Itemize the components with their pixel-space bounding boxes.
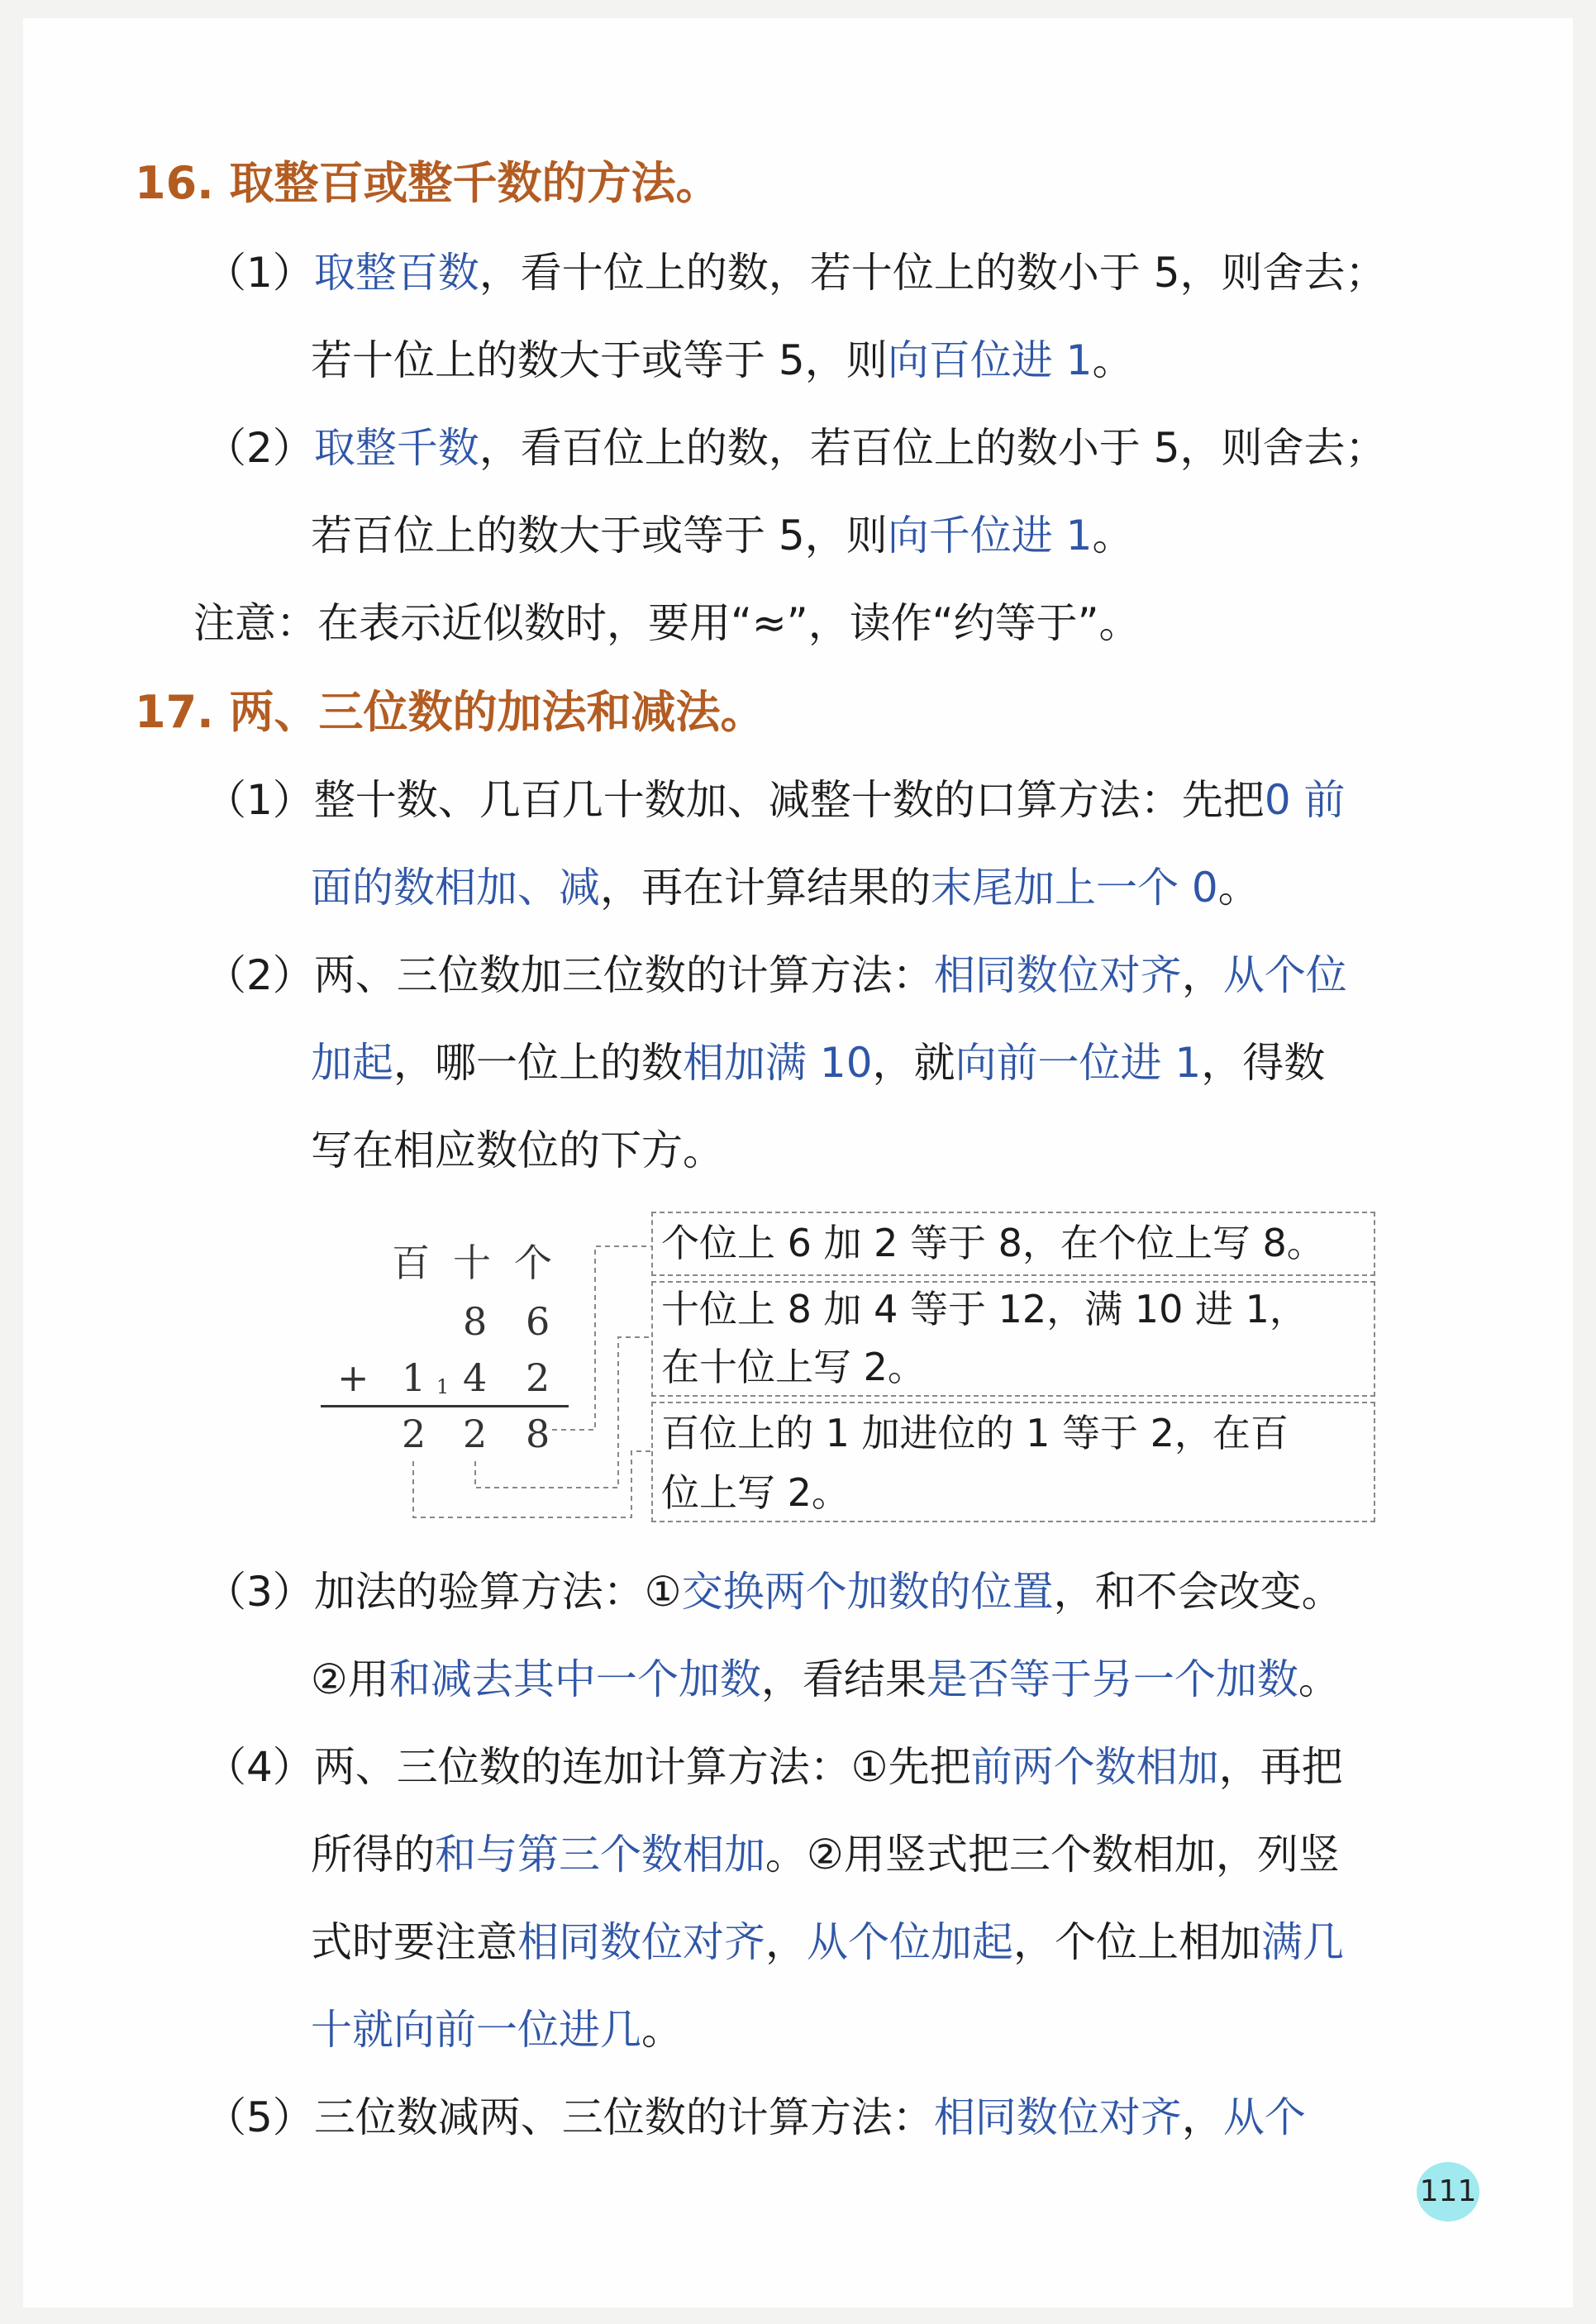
- place-header-tens: 十: [453, 1241, 491, 1285]
- tens-connector: [475, 1337, 651, 1488]
- text: ，就: [872, 1039, 955, 1087]
- blue-text: 相同数位对齐: [517, 1918, 765, 1966]
- section-17-title: 17. 两、三位数的加法和减法。: [135, 686, 765, 738]
- text: 两、三位数的连加计算方法：①先把: [313, 1743, 971, 1791]
- page-number-badge: 111: [1417, 2162, 1479, 2222]
- text: 式时要注意: [311, 1918, 517, 1966]
- item-number: （5）: [205, 2093, 314, 2141]
- blue-text: 向千位进 1: [887, 512, 1093, 560]
- text: ，: [765, 1918, 807, 1966]
- blue-text: 和与第三个数相加: [435, 1831, 765, 1879]
- row1-tens-digit: 8: [463, 1299, 488, 1344]
- s17-item-5-line-1: [205, 2091, 1306, 2144]
- note-tens-line-2: 在十位上写 2。: [661, 1345, 926, 1389]
- blue-text: 从个: [1222, 2093, 1306, 2141]
- text: 加法的验算方法：①: [313, 1568, 682, 1616]
- blue-text: 相加满 10: [683, 1039, 873, 1087]
- blue-text: 取整千数: [313, 424, 479, 472]
- text: 。: [1298, 1655, 1340, 1703]
- item-number: （1）: [205, 249, 314, 297]
- item-number: （3）: [205, 1568, 314, 1616]
- blue-text: 面的数相加、减: [311, 864, 600, 912]
- text: ，再把: [1218, 1743, 1343, 1791]
- text: ，看百位上的数，若百位上的数小于 5，则舍去；: [479, 424, 1387, 472]
- text: 所得的: [311, 1831, 435, 1879]
- text: 若十位上的数大于或等于 5，则: [311, 336, 888, 384]
- note-ones: 个位上 6 加 2 等于 8，在个位上写 8。: [661, 1221, 1325, 1265]
- text: 。: [1217, 864, 1260, 912]
- text: 若百位上的数大于或等于 5，则: [311, 512, 888, 560]
- blue-text: 和减去其中一个加数: [388, 1655, 761, 1703]
- section-16-title: 16. 取整百或整千数的方法。: [135, 157, 721, 209]
- blue-text: 十就向前一位进几: [311, 2006, 641, 2054]
- text: 。②用竖式把三个数相加，列竖: [765, 1831, 1340, 1879]
- text: 。: [1092, 336, 1134, 384]
- text: 两、三位数加三位数的计算方法：: [313, 951, 934, 999]
- text: ，: [1181, 951, 1223, 999]
- blue-text: 从个位: [1222, 951, 1347, 999]
- text: ，和不会改变。: [1053, 1568, 1343, 1616]
- blue-text: 是否等于另一个加数: [926, 1655, 1298, 1703]
- blue-text: 满几: [1261, 1918, 1344, 1966]
- row1-ones-digit: 6: [526, 1299, 550, 1344]
- blue-text: 前两个数相加: [970, 1743, 1219, 1791]
- carry-digit: 1: [436, 1375, 450, 1398]
- blue-text: 向前一位进 1: [955, 1039, 1202, 1087]
- s17-item-3-line-1: [205, 1565, 1343, 1618]
- s17-item-4-line-1: [205, 1741, 1343, 1793]
- text: ②用: [311, 1655, 389, 1703]
- text: ，得数: [1201, 1039, 1326, 1087]
- note-hundreds-line-2: 位上写 2。: [661, 1470, 850, 1515]
- hundreds-connector: [413, 1451, 651, 1517]
- row2-tens-digit: 4: [463, 1355, 488, 1400]
- blue-text: 交换两个加数的位置: [681, 1568, 1054, 1616]
- result-tens-digit: 2: [463, 1412, 488, 1456]
- item-number: （2）: [205, 424, 314, 472]
- text: ，哪一位上的数: [393, 1039, 683, 1087]
- place-header-hundreds: 百: [392, 1242, 430, 1284]
- text: 整十数、几百几十数加、减整十数的口算方法：先把: [313, 776, 1265, 824]
- text: ，个位上相加: [1013, 1918, 1261, 1966]
- text: ，看十位上的数，若十位上的数小于 5，则舍去；: [479, 249, 1387, 297]
- result-hundreds-digit: 2: [402, 1412, 426, 1456]
- plus-sign: +: [337, 1355, 369, 1400]
- text: ，: [1181, 2093, 1223, 2141]
- note-tens-line-1: 十位上 8 加 4 等于 12，满 10 进 1，: [661, 1287, 1308, 1331]
- blue-text: 向百位进 1: [887, 336, 1093, 384]
- blue-text: 0 前: [1264, 776, 1346, 824]
- s16-note: 注意：在表示近似数时，要用“≈”，读作“约等于”。: [193, 599, 1141, 647]
- blue-text: 取整百数: [313, 249, 479, 297]
- item-number: （1）: [205, 776, 314, 824]
- result-ones-digit: 8: [526, 1412, 550, 1456]
- s17-item-3-line-2: [311, 1653, 1340, 1706]
- text: 。: [1092, 512, 1134, 560]
- blue-text: 末尾加上一个 0: [931, 864, 1218, 912]
- item-number: （4）: [205, 1743, 314, 1791]
- text: 。: [641, 2006, 683, 2054]
- blue-text: 加起: [311, 1039, 393, 1087]
- blue-text: 相同数位对齐: [933, 2093, 1182, 2141]
- place-header-ones: 个: [514, 1241, 552, 1285]
- s17-item-4-line-4: [311, 2003, 683, 2056]
- text: 三位数减两、三位数的计算方法：: [313, 2093, 934, 2141]
- row2-ones-digit: 2: [526, 1355, 550, 1400]
- s17-item-4-line-3: [311, 1916, 1344, 1969]
- text: ，看结果: [760, 1655, 927, 1703]
- blue-text: 从个位加起: [807, 1918, 1013, 1966]
- note-hundreds-line-1: 百位上的 1 加进位的 1 等于 2，在百: [661, 1411, 1289, 1455]
- s17-item-4-line-2: [311, 1828, 1340, 1881]
- blue-text: 相同数位对齐: [933, 951, 1182, 999]
- item-number: （2）: [205, 951, 314, 999]
- text: ，再在计算结果的: [600, 864, 931, 912]
- s17-item-2-line-3: 写在相应数位的下方。: [311, 1126, 724, 1174]
- row2-hundreds-digit: 1: [402, 1355, 426, 1400]
